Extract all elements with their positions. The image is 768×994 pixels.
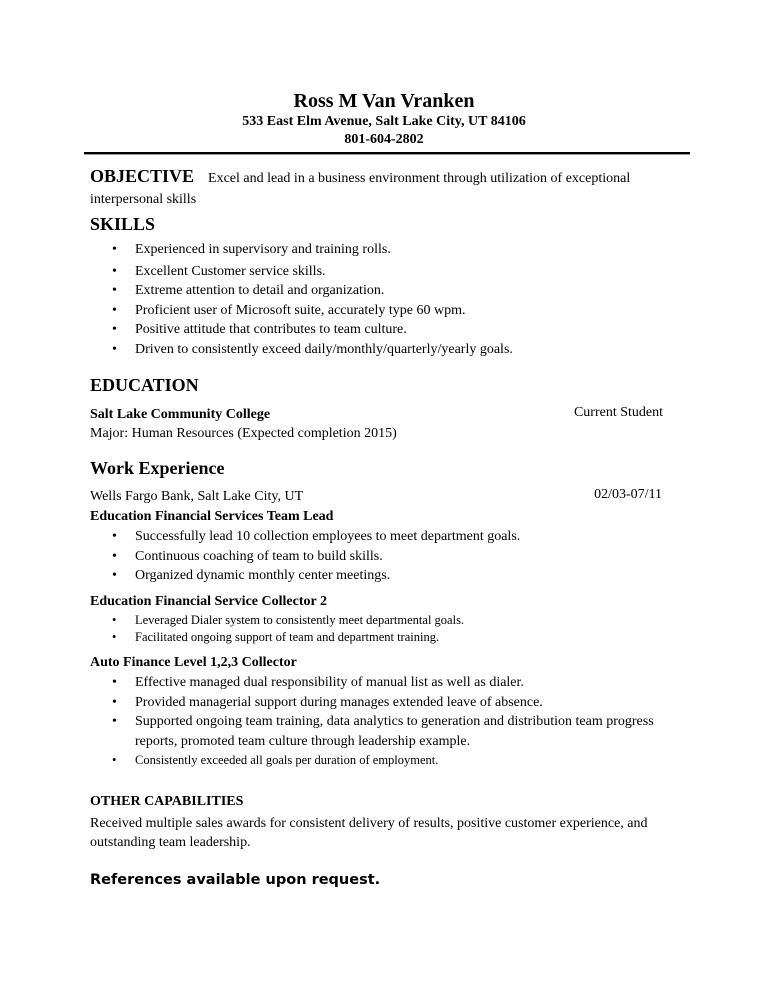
objective-heading: OBJECTIVE <box>90 166 195 186</box>
objective-text: Excel and lead in a business environment through utilization of exceptional interpersonal skills <box>90 171 631 207</box>
skill-item: • Driven to consistently exceed daily/monthly/quarterly/yearly goals. <box>112 340 513 360</box>
resume-phone: 801-604-2802 <box>344 132 424 147</box>
skills-list <box>112 240 513 359</box>
role-duties-list <box>112 612 464 645</box>
header-divider-shadow <box>84 154 690 155</box>
role-duty-item: • Facilitated ongoing support of team and department training. <box>112 629 464 646</box>
role-duty-item: • Successfully lead 10 collection employees to meet department goals. <box>112 527 520 547</box>
education-major: Major: Human Resources (Expected completion 2015) <box>90 426 397 441</box>
education-school: Salt Lake Community College <box>90 407 271 422</box>
role-duty-item: • Effective managed dual responsibility of manual list as well as dialer. <box>112 673 657 693</box>
skill-item: • Proficient user of Microsoft suite, accurately type 60 wpm. <box>112 301 513 321</box>
role-duties-list <box>112 527 520 586</box>
role-duty-item: • Consistently exceeded all goals per duration of employment. <box>112 751 657 771</box>
work-heading: Work Experience <box>90 458 225 478</box>
education-status: Current Student <box>573 405 663 420</box>
resume-address: 533 East Elm Avenue, Salt Lake City, UT 84106 <box>242 114 526 129</box>
skills-heading: SKILLS <box>90 214 156 234</box>
role-title: Education Financial Service Collector 2 <box>90 594 327 609</box>
objective-section <box>90 166 650 210</box>
work-dates: 02/03-07/11 <box>594 487 662 502</box>
role-duty-item: • Supported ongoing team training, data analytics to generation and distribution team progress reports, promoted team culture through leadership example. <box>112 712 657 751</box>
other-heading: OTHER CAPABILITIES <box>90 794 244 809</box>
role-duty-item: • Organized dynamic monthly center meetings. <box>112 566 520 586</box>
role-duties-list <box>112 673 657 771</box>
skill-item: • Excellent Customer service skills. <box>112 262 513 282</box>
references-note: References available upon request. <box>90 872 381 888</box>
skill-item: • Experienced in supervisory and training rolls. <box>112 240 513 260</box>
work-employer: Wells Fargo Bank, Salt Lake City, UT <box>90 489 304 504</box>
other-text: Received multiple sales awards for consistent delivery of results, positive customer experience, and outstanding team leadership. <box>90 816 648 850</box>
resume-name: Ross M Van Vranken <box>293 90 475 112</box>
skill-item: • Extreme attention to detail and organization. <box>112 281 513 301</box>
role-title: Auto Finance Level 1,2,3 Collector <box>90 655 297 670</box>
role-duty-item: • Continuous coaching of team to build skills. <box>112 547 520 567</box>
role-duty-item: • Provided managerial support during manages extended leave of absence. <box>112 693 657 713</box>
education-heading: EDUCATION <box>90 375 199 395</box>
skill-item: • Positive attitude that contributes to team culture. <box>112 320 513 340</box>
role-duty-item: • Leveraged Dialer system to consistently meet departmental goals. <box>112 612 464 629</box>
role-title: Education Financial Services Team Lead <box>90 509 334 524</box>
